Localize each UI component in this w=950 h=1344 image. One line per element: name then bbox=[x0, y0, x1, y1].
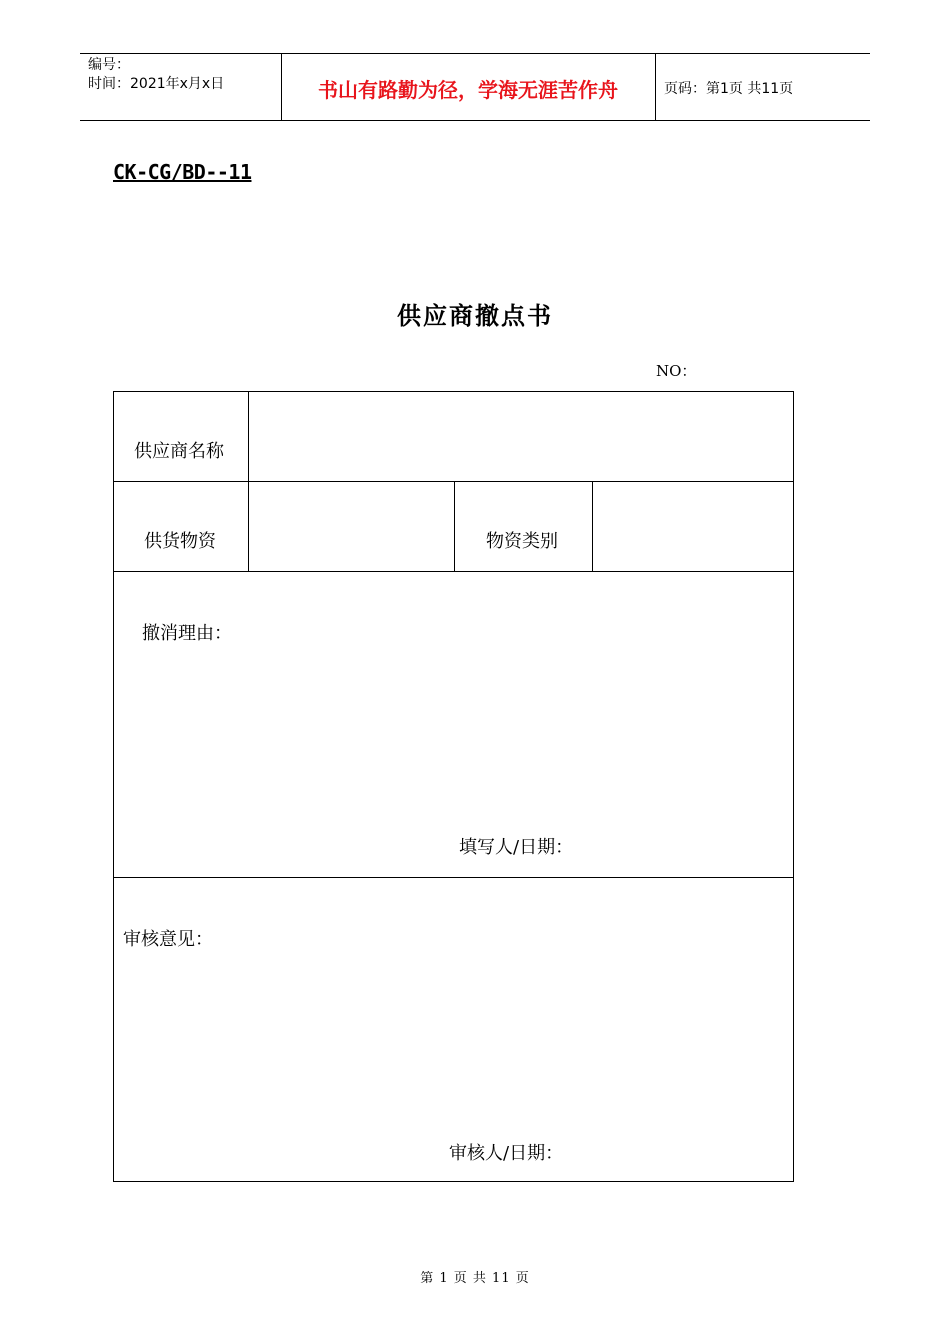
row-divider-3 bbox=[114, 877, 793, 878]
header-divider-right bbox=[655, 53, 656, 120]
row-divider-2 bbox=[114, 571, 793, 572]
goods-category-field[interactable] bbox=[593, 482, 793, 571]
cancel-reason-label: 撤消理由： bbox=[142, 623, 232, 644]
header-meta bbox=[88, 56, 224, 94]
goods-category-label: 物资类别 bbox=[486, 531, 558, 552]
document-no-label: NO： bbox=[656, 362, 697, 380]
withdrawal-form bbox=[113, 391, 794, 1182]
document-code: CK-CG/BD--11 bbox=[113, 160, 252, 184]
filler-date-label: 填写人/日期： bbox=[459, 837, 574, 858]
supplier-name-label: 供应商名称 bbox=[134, 441, 224, 462]
header-time-label: 时间：2021年x月x日 bbox=[88, 76, 225, 92]
col-divider-goods bbox=[454, 481, 455, 571]
document-title: 供应商撤点书 bbox=[397, 302, 553, 330]
header-bottom-rule bbox=[80, 120, 870, 121]
supplier-name-field[interactable] bbox=[249, 392, 793, 481]
review-opinion-label: 审核意见： bbox=[123, 929, 213, 950]
reviewer-date-label: 审核人/日期： bbox=[449, 1143, 564, 1164]
cancel-reason-field[interactable] bbox=[114, 652, 793, 822]
supplied-goods-label: 供货物资 bbox=[144, 531, 216, 552]
footer-page-number: 第 1 页 共 11 页 bbox=[420, 1271, 530, 1286]
header-page-info: 页码：第1页 共11页 bbox=[664, 81, 794, 97]
header-top-rule bbox=[80, 53, 870, 54]
supplied-goods-field[interactable] bbox=[249, 482, 454, 571]
header-motto: 书山有路勤为径，学海无涯苦作舟 bbox=[318, 78, 618, 102]
review-opinion-field[interactable] bbox=[114, 958, 793, 1128]
header-number-label: 编号： bbox=[88, 57, 130, 73]
